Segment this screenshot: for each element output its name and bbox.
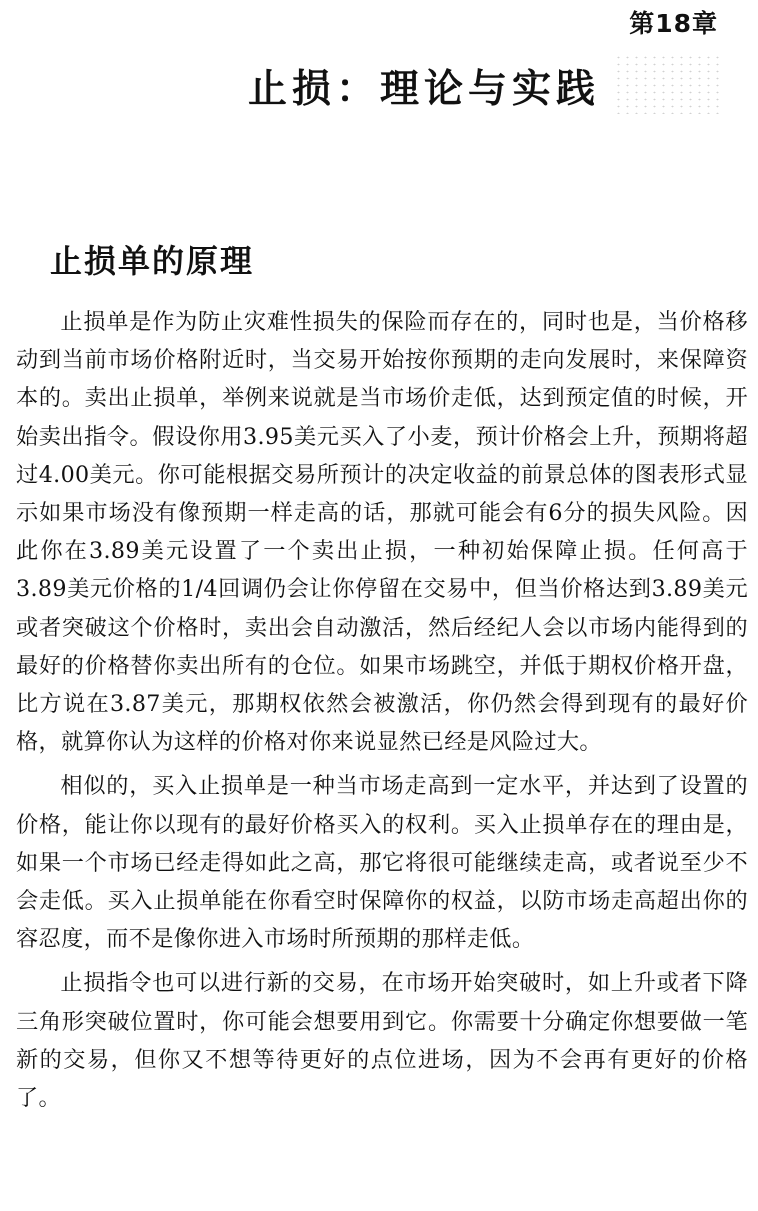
- scan-noise: [614, 54, 724, 114]
- chapter-number: 第18章: [629, 9, 718, 38]
- chapter-title: 止损：理论与实践: [248, 67, 601, 112]
- section-heading: 止损单的原理: [50, 242, 255, 280]
- paragraph-3: 止损指令也可以进行新的交易，在市场开始突破时，如上升或者下降三角形突破位置时，你可能会想要用到它。你需要十分确定你想要做一笔新的交易，但你又不想等待更好的点位进场，因为不会再有更好的价格了。: [16, 970, 748, 1112]
- paragraph-1: 止损单是作为防止灾难性损失的保险而存在的，同时也是，当价格移动到当前市场价格附近时，当交易开始按你预期的走向发展时，来保障资本的。卖出止损单，举例来说就是当市场价走低，达到预定值的时候，开始卖出指令。假设你用3.95美元买入了小麦，预计价格会上升，预期将超过4.00美元。你可能根据交易所预计的决定收益的前景总体的图表形式显示如果市场没有像预期一样走高的话，那就可能会有6分的损失风险。因此你在3.89美元设置了一个卖出止损，一种初始保障止损。任何高于3.89美元价格的1/4回调仍会让你停留在交易中，但当价格达到3.89美元或者突破这个价格时，卖出会自动激活，然后经纪人会以市场内能得到的最好的价格替你卖出所有的仓位。如果市场跳空，并低于期权价格开盘，比方说在3.87美元，那期权依然会被激活，你仍然会得到现有的最好价格，就算你认为这样的价格对你来说显然已经是风险过大。: [16, 309, 748, 756]
- body-text: [16, 303, 748, 1117]
- paragraph-2: 相似的，买入止损单是一种当市场走高到一定水平，并达到了设置的价格，能让你以现有的最好价格买入的权利。买入止损单存在的理由是，如果一个市场已经走得如此之高，那它将很可能继续走高，或者说至少不会走低。买入止损单能在你看空时保障你的权益，以防市场走高超出你的容忍度，而不是像你进入市场时所预期的那样走低。: [16, 773, 748, 953]
